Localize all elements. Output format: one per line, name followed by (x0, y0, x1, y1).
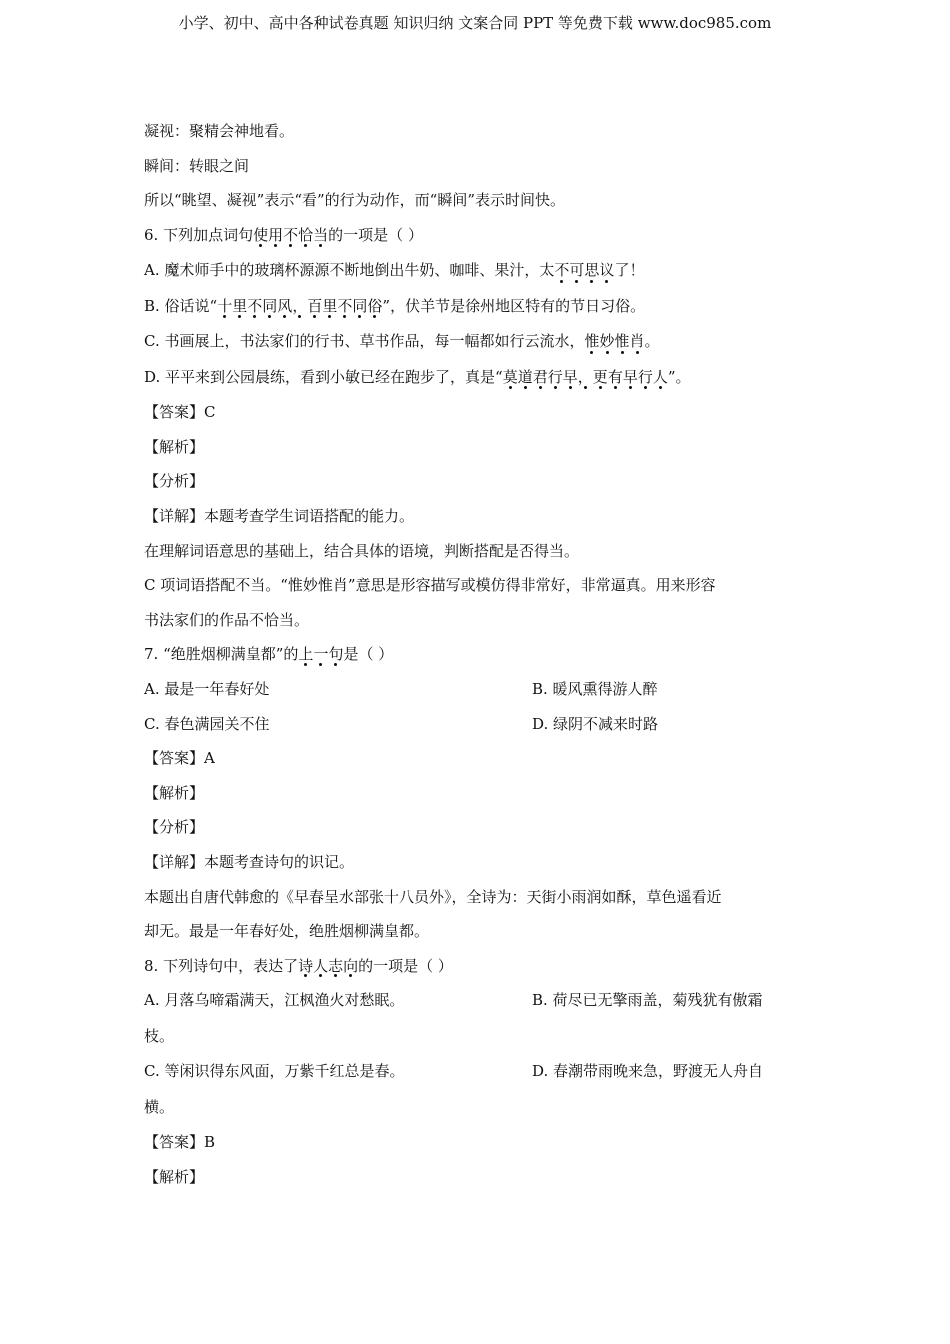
dotted-char: 早 (563, 360, 578, 396)
dotted-text (217, 297, 382, 315)
dotted-char: 同 (262, 289, 277, 325)
dotted-char: 行 (548, 360, 563, 396)
dotted-char: 不 (337, 289, 352, 325)
dotted-text (298, 645, 343, 663)
q8-answer: 【答案】B (144, 1133, 216, 1152)
dotted-char: 恰 (298, 218, 313, 254)
q6-option-d: D. 平平来到公园晨练，看到小敏已经在跑步了，真是“莫道君行早，更有早行人”。 (144, 360, 804, 396)
page-header: 小学、初中、高中各种试卷真题 知识归纳 文案合同 PPT 等免费下载 www.doc985.com (178, 14, 772, 32)
q7-detail: 【详解】本题考查诗句的识记。 (144, 853, 355, 871)
q7-explanation: 却无。最是一年春好处，绝胜烟柳满皇都。 (144, 922, 430, 941)
q8-option-d: D. 春潮带雨晚来急，野渡无人舟自 (532, 1062, 764, 1081)
q6-explanation: 书法家们的作品不恰当。 (144, 610, 310, 629)
dotted-char: 思 (584, 253, 599, 289)
dotted-char: 向 (343, 949, 358, 984)
dotted-text (253, 226, 328, 244)
q7-answer: 【答案】A (144, 749, 215, 768)
dotted-char: 使 (253, 218, 268, 254)
dotted-char: 用 (268, 218, 283, 254)
dotted-char: 俗 (367, 289, 382, 325)
dotted-char: 肖 (630, 324, 645, 360)
dotted-char: 十 (217, 289, 232, 325)
q6-detail: 【详解】本题考查学生词语搭配的能力。 (144, 507, 415, 526)
q7-option-b: B. 暖风熏得游人醉 (532, 680, 658, 699)
dotted-char: 当 (313, 218, 328, 254)
q7-option-a: A. 最是一年春好处 (144, 680, 270, 699)
q6-stem: 6. 下列加点词句使用不恰当的一项是（ ） (144, 218, 804, 254)
dotted-char: 更 (593, 360, 608, 396)
q6-option-b: B. 俗话说“十里不同风，百里不同俗”，伏羊节是徐州地区特有的节日习俗。 (144, 289, 804, 325)
dotted-char: 里 (232, 289, 247, 325)
dotted-char: 君 (533, 360, 548, 396)
q7-fenxi: 【分析】 (144, 818, 205, 837)
q7-stem: 7. “绝胜烟柳满皇都”的上一句是（ ） (144, 637, 804, 672)
dotted-char: 诗 (298, 949, 313, 984)
q6-answer: 【答案】C (144, 403, 216, 422)
dotted-char: ， (292, 289, 307, 325)
dotted-char: 道 (518, 360, 533, 396)
q7-explanation: 本题出自唐代韩愈的《早春呈水部张十八员外》，全诗为：天街小雨润如酥，草色遥看近 (144, 887, 722, 906)
dotted-char: 句 (328, 637, 343, 672)
q6-explanation: 在理解词语意思的基础上，结合具体的语境，判断搭配是否得当。 (144, 541, 580, 560)
dotted-char: 上 (298, 637, 313, 672)
dotted-text (554, 261, 614, 279)
dotted-char: 同 (352, 289, 367, 325)
q6-fenxi: 【分析】 (144, 472, 205, 491)
q8-option-d-continued: 横。 (144, 1097, 175, 1116)
dotted-char: 不 (247, 289, 262, 325)
note-line: 瞬间：转眼之间 (144, 156, 250, 175)
q7-options-row (144, 707, 804, 742)
note-line: 所以“眺望、凝视”表示“看”的行为动作，而“瞬间”表示时间快。 (144, 191, 566, 210)
dotted-char: 一 (313, 637, 328, 672)
q8-option-a: A. 月落乌啼霜满天，江枫渔火对愁眠。 (144, 991, 405, 1010)
dotted-char: 议 (599, 253, 614, 289)
q8-option-c: C. 等闲识得东风面，万紫千红总是春。 (144, 1062, 405, 1081)
q7-options-row (144, 672, 804, 707)
q6-jiexi: 【解析】 (144, 437, 205, 456)
dotted-char: 风 (277, 289, 292, 325)
dotted-char: 惟 (615, 324, 630, 360)
q6-explanation: C 项词语搭配不当。“惟妙惟肖”意思是形容描写或模仿得非常好，非常逼真。用来形容 (144, 576, 716, 595)
dotted-char: 莫 (503, 360, 518, 396)
q8-stem: 8. 下列诗句中，表达了诗人志向的一项是（ ） (144, 949, 804, 984)
q6-option-c: C. 书画展上，书法家们的行书、草书作品，每一幅都如行云流水，惟妙惟肖。 (144, 324, 804, 360)
dotted-char: 志 (328, 949, 343, 984)
q8-options-row (144, 1054, 804, 1090)
dotted-char: 可 (569, 253, 584, 289)
dotted-char: 不 (283, 218, 298, 254)
q8-option-b: B. 荷尽已无擎雨盖，菊残犹有傲霜 (532, 991, 763, 1010)
note-line: 凝视：聚精会神地看。 (144, 122, 295, 140)
dotted-char: 百 (307, 289, 322, 325)
dotted-char: 有 (608, 360, 623, 396)
dotted-text (298, 957, 358, 975)
q7-option-c: C. 春色满园关不住 (144, 714, 270, 733)
q8-options-row (144, 983, 804, 1019)
q8-jiexi: 【解析】 (144, 1167, 205, 1186)
dotted-text (503, 368, 668, 386)
dotted-char: ， (578, 360, 593, 396)
dotted-char: 里 (322, 289, 337, 325)
dotted-char: 妙 (600, 324, 615, 360)
document-body (144, 114, 804, 1195)
dotted-char: 早 (623, 360, 638, 396)
dotted-char: 人 (653, 360, 668, 396)
dotted-char: 人 (313, 949, 328, 984)
dotted-char: 行 (638, 360, 653, 396)
q6-option-a: A. 魔术师手中的玻璃杯源源不断地倒出牛奶、咖啡、果汁，太不可思议了！ (144, 253, 804, 289)
q7-jiexi: 【解析】 (144, 783, 205, 802)
dotted-char: 不 (554, 253, 569, 289)
dotted-text (584, 332, 644, 350)
q8-option-b-continued: 枝。 (144, 1026, 175, 1045)
dotted-char: 惟 (584, 324, 599, 360)
q7-option-d: D. 绿阴不减来时路 (532, 714, 659, 733)
